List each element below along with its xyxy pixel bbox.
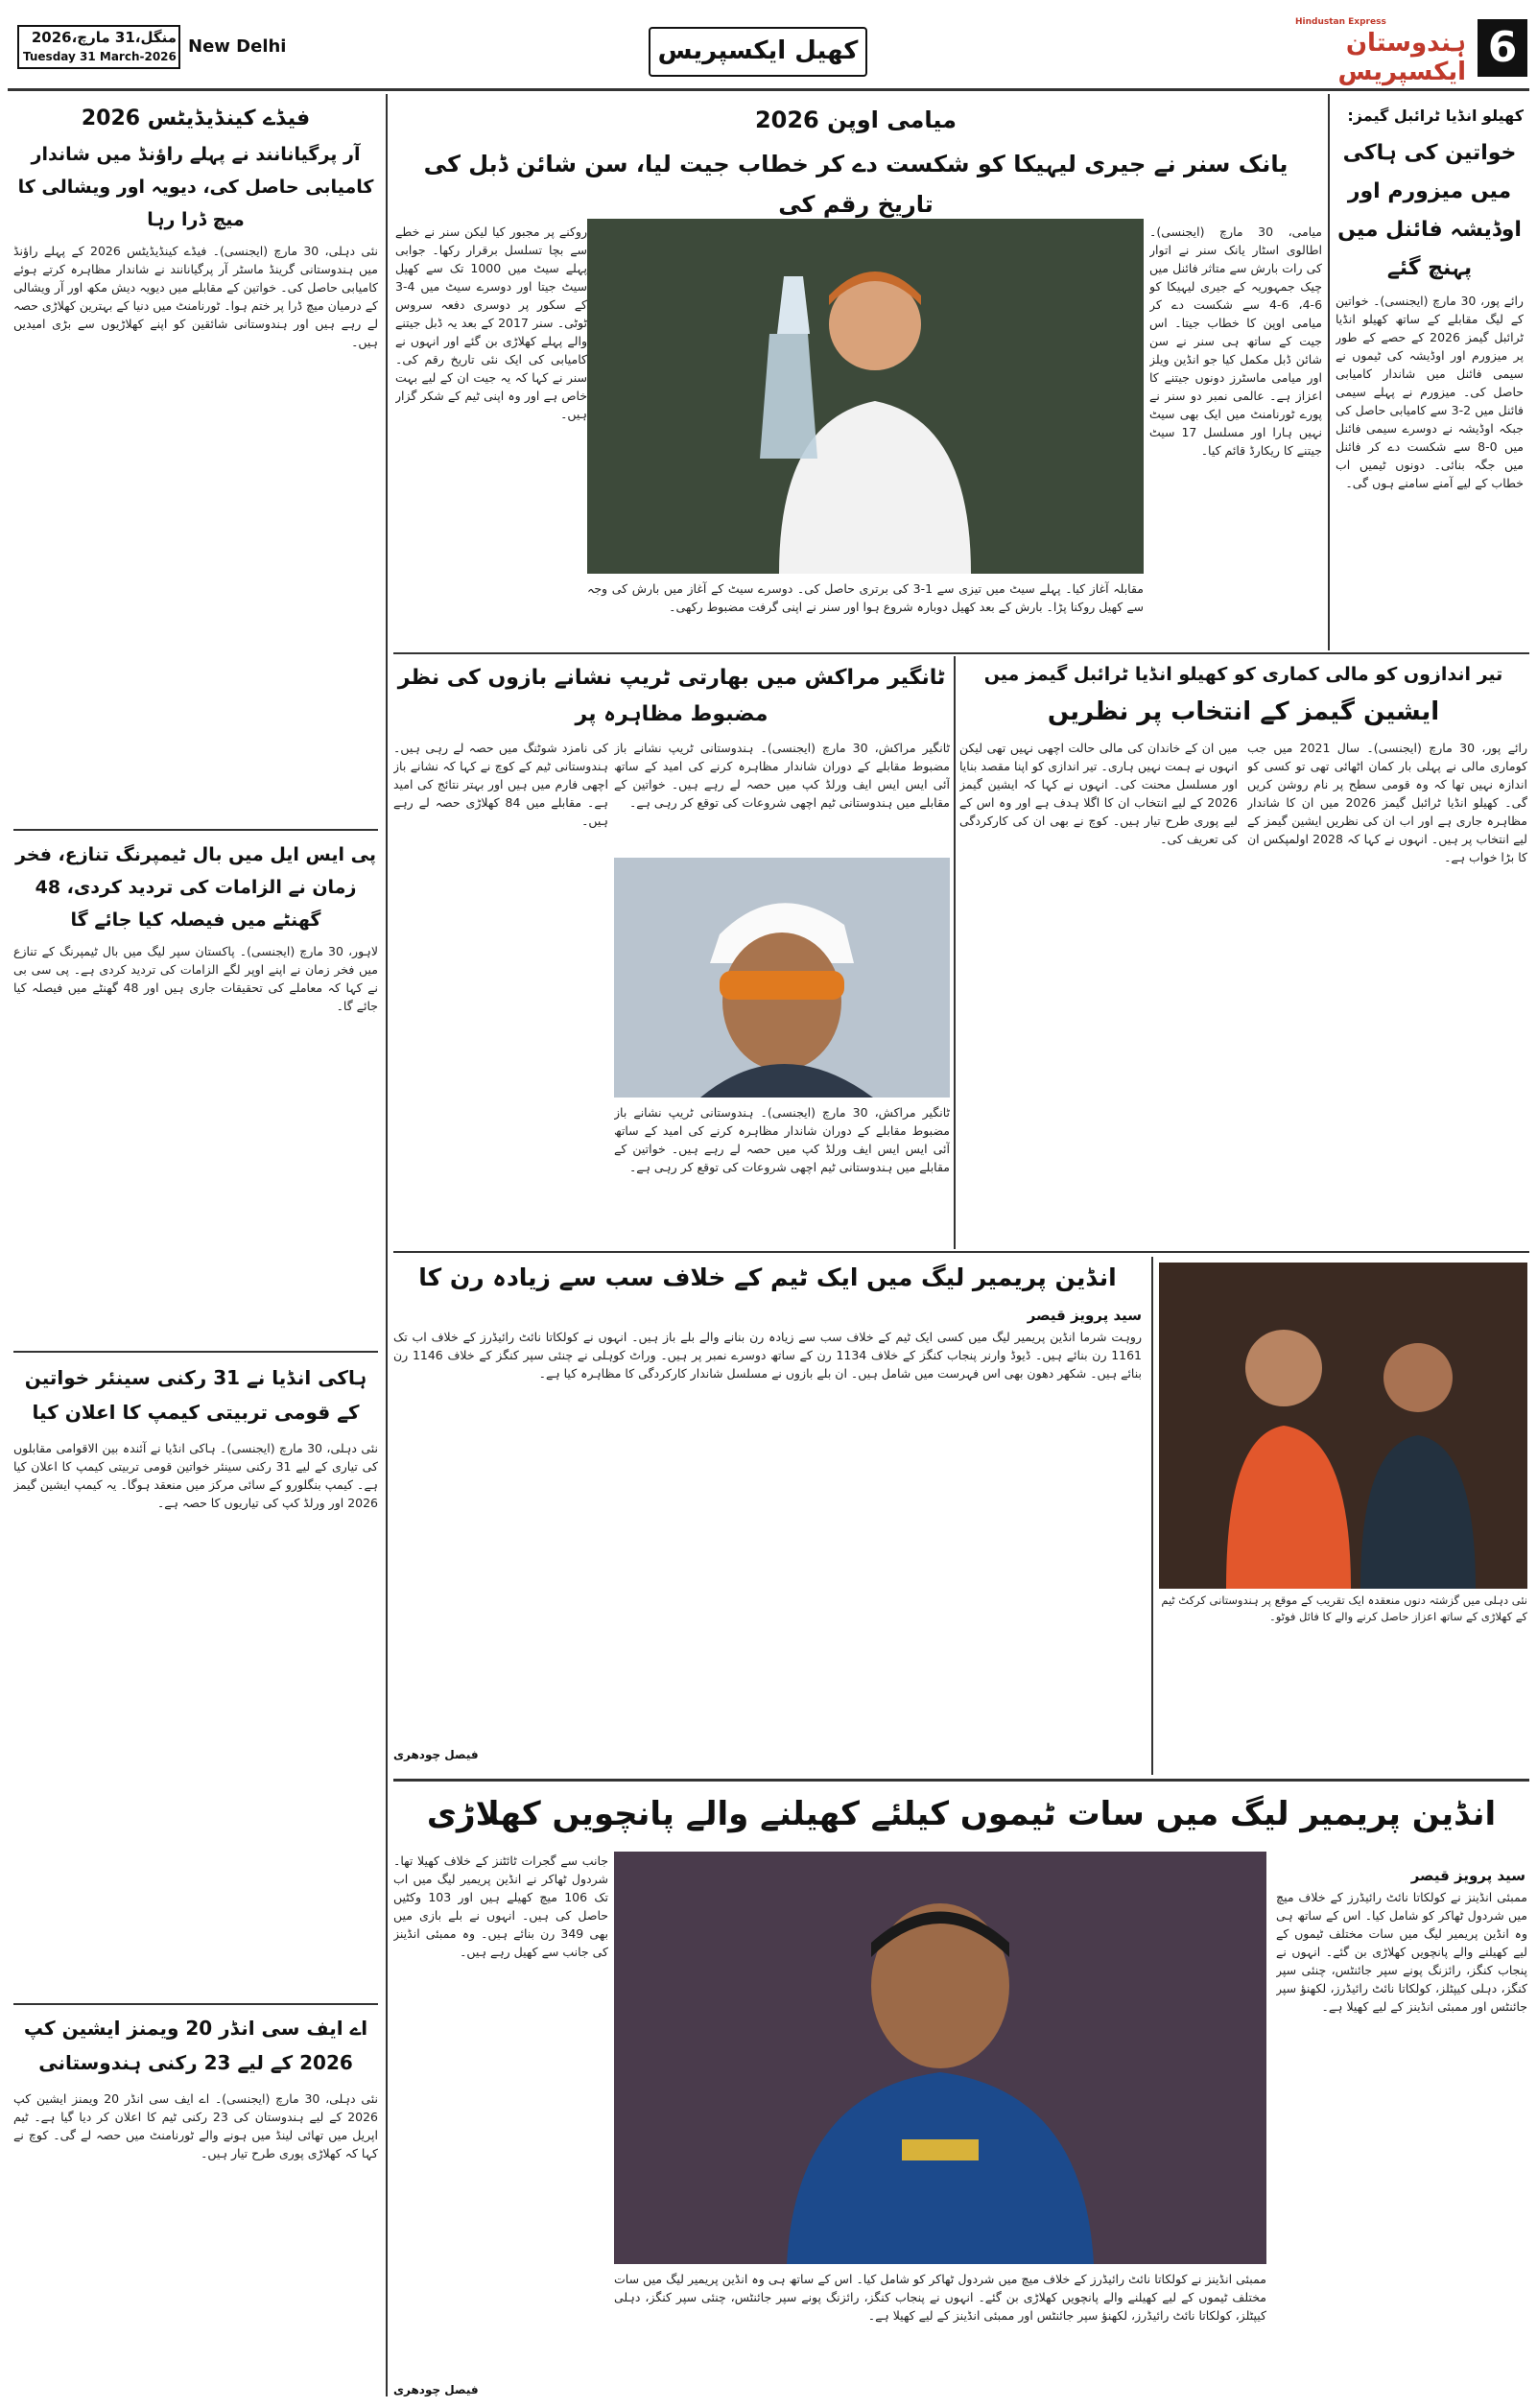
- miami-body-right: میامی، 30 مارچ (ایجنسی)۔ اطالوی اسٹار یانک سنر نے اتوار کی رات بارش سے متاثر فائنل میں چیک جمہوریہ کے جیری لیہیکا کو 6-4، 6-4 سے شکست دے کر میامی اوپن کا خطاب جیتا۔ اس جیت کے ساتھ ہی سنر نے سن شائن ڈبل مکمل کیا جو انڈین ویلز اور میامی ماسٹرز دونوں جیتنے کا اعزاز ہے۔ عالمی نمبر دو سنر نے پورے ٹورنامنٹ میں ایک بھی سیٹ نہیں ہارا اور مسلسل 17 سیٹ جیتنے کا ریکارڈ قائم کیا۔: [1149, 224, 1322, 458]
- trap-body-right: ٹانگیر مراکش، 30 مارچ (ایجنسی)۔ ہندوستانی ٹریپ نشانے باز مضبوط مقابلے کے دوران شاندار مظاہرہ کرنے کی امید کے ساتھ آئی ایس ایس ایف ورلڈ کپ میں حصہ لے رہے ہیں۔ خواتین کے مقابلے میں ہندوستانی ٹیم اچھی شروعات کی توقع کر رہی ہے۔: [614, 741, 950, 810]
- shardul-byline: سید پرویز قیصر: [1410, 1867, 1525, 1884]
- archery-subhead: ایشین گیمز کے انتخاب پر نظریں: [1047, 697, 1440, 726]
- hockey-women-headline: خواتین کی ہاکی میں میزورم اور اوڈیشہ فائنل میں پہنچ گئے: [1337, 141, 1522, 280]
- row1-rule: [393, 652, 1529, 654]
- row2-rule: [393, 1251, 1529, 1253]
- page-number-box: [1478, 19, 1527, 77]
- masthead-rule: [8, 88, 1529, 91]
- award-photo-illustration: [1159, 1263, 1527, 1589]
- ipl-record-photo: [1159, 1263, 1527, 1589]
- hockey-women-body: رائے پور، 30 مارچ (ایجنسی)۔ خواتین کے لیگ مقابلے کے ساتھ کھیلو انڈیا ٹرائبل گیمز 2026 کے حصے کے طور پر میزورم اور اوڈیشہ کی ٹیموں نے سیمی فائنل میں شاندار کامیابی حاصل کی۔ میزورم نے پہلے سیمی فائنل میں 2-3 سے کامیابی حاصل کی جبکہ اوڈیشہ نے دوسرے سیمی فائنل میں 0-8 سے شکست دے کر فائنل میں جگہ بنائی۔ دونوں ٹیمیں اب خطاب کے لیے آمنے سامنے ہوں گی۔: [1336, 294, 1524, 490]
- page-number: 6: [1487, 23, 1518, 72]
- right-column-rule: [1328, 94, 1330, 650]
- paper-name-en: Hindustan Express: [1295, 17, 1386, 27]
- psl-headline: پی ایس ایل میں بال ٹیمپرنگ تنازع، فخر زمان نے الزامات کی تردید کردی، 48 گھنٹے میں فیصلہ کیا جائے گا: [14, 844, 377, 931]
- shardul-body-right: ممبئی انڈینز نے کولکاتا نائٹ رائیڈرز کے خلاف میچ میں شردول ٹھاکر کو شامل کیا۔ اس کے ساتھ ہی وہ انڈین پریمیر لیگ میں سات مختلف ٹیموں کے لیے کھیلنے والے پانچویں کھلاڑی بن گئے۔ انہوں نے پنجاب کنگز، رائزنگ پونے سپر جائنٹس، چنئی سپر کنگز، دہلی کیپٹلز، کولکاتا نائٹ رائیڈرز، لکھنؤ سپر جائنٹس اور ممبئی انڈینز کے لیے کھیلا ہے۔: [1276, 1890, 1527, 2014]
- hockey-women-kicker: کھیلو انڈیا ٹرائبل گیمز:: [1347, 106, 1524, 125]
- ipl-record-rule: [1151, 1257, 1153, 1775]
- miami-photo: [587, 219, 1144, 574]
- afc-headline: اے ایف سی انڈر 20 ویمنز ایشین کپ 2026 کے لیے 23 رکنی ہندوستانی: [23, 2017, 368, 2074]
- miami-body-mid: مقابلہ آغاز کیا۔ پہلے سیٹ میں تیزی سے 1-3 کی برتری حاصل کی۔ دوسرے سیٹ کے آغاز میں بارش کی وجہ سے کھیل روکنا پڑا۔ بارش کے بعد کھیل دوبارہ شروع ہوا اور سنر نے اپنی گرفت مضبوط رکھی۔: [587, 581, 1144, 614]
- shardul-body-left: جانب سے گجرات ٹائٹنز کے خلاف کھیلا تھا۔ شردول ٹھاکر نے انڈین پریمیر لیگ میں اب تک 106 میچ کھیلے ہیں اور 103 وکٹیں حاصل کی ہیں۔ انہوں نے بلے بازی میں بھی 349 رن بنائے ہیں۔ وہ ممبئی انڈینز کی جانب سے کھیل رہے ہیں۔: [393, 1853, 608, 1959]
- city-label: New Delhi: [188, 36, 287, 57]
- psl-body: لاہور، 30 مارچ (ایجنسی)۔ پاکستان سپر لیگ میں بال ٹیمپرنگ کے تنازع میں فخر زمان نے اپنے اوپر لگے الزامات کی تردید کردی ہے۔ پی سی بی نے کہا کہ معاملے کی تحقیقات جاری ہیں اور 48 گھنٹے میں فیصلہ کیا جائے گا۔: [13, 944, 378, 1013]
- mid-row2-rule: [954, 656, 956, 1249]
- hockey-camp-body: نئی دہلی، 30 مارچ (ایجنسی)۔ ہاکی انڈیا نے آئندہ بین الاقوامی مقابلوں کی تیاری کے لیے 31 رکنی سینئر خواتین قومی تربیتی کیمپ کا اعلان کیا ہے۔ کیمپ بنگلورو کے سائی مرکز میں منعقد ہوگا۔ یہ کیمپ ایشین گیمز 2026 اور ورلڈ کپ کی تیاریوں کا حصہ ہے۔: [13, 1441, 378, 1510]
- player-trophy-illustration: [587, 219, 1144, 574]
- section-title: کھیل ایکسپریس: [657, 36, 859, 65]
- hockey-camp-rule: [13, 2003, 378, 2005]
- trap-body-left: کی نامزد شوٹنگ میں حصہ لے رہی ہیں۔ ہندوستانی ٹیم کے کوچ نے کہا کہ نشانے باز اچھی فارم میں ہیں اور بہتر نتائج کی امید ہے۔ مقابلے میں 84 کھلاڑی حصہ لے رہے ہیں۔: [393, 741, 608, 828]
- section-title-box: [649, 27, 867, 77]
- shardul-body-bottom: ممبئی انڈینز نے کولکاتا نائٹ رائیڈرز کے خلاف میچ میں شردول ٹھاکر کو شامل کیا۔ اس کے ساتھ ہی وہ انڈین پریمیر لیگ میں سات مختلف ٹیموں کے لیے کھیلنے والے پانچویں کھلاڑی بن گئے۔ انہوں نے پنجاب کنگز، رائزنگ پونے سپر جائنٹس، چنئی سپر کنگز، دہلی کیپٹلز، کولکاتا نائٹ رائیڈرز، لکھنؤ سپر جائنٹس اور ممبئی انڈینز کے لیے کھیلا ہے۔: [614, 2272, 1266, 2323]
- fide-rule: [13, 829, 378, 831]
- masthead: [0, 0, 1537, 86]
- psl-rule: [13, 1351, 378, 1353]
- miami-headline: یانک سنر نے جیری لیہیکا کو شکست دے کر خطاب جیت لیا، سن شائن ڈبل کی تاریخ رقم کی: [423, 151, 1289, 218]
- fide-headline: فیڈے کینڈیڈیٹس 2026: [81, 106, 311, 130]
- shooter-illustration: [614, 858, 950, 1098]
- ipl-record-headline: انڈین پریمیر لیگ میں ایک ٹیم کے خلاف سب سے زیادہ رن کا: [418, 1263, 1117, 1291]
- row3-rule: [393, 1779, 1529, 1782]
- ipl-record-credit: فیصل چودھری: [393, 1748, 479, 1761]
- paper-name: ہندوستان ایکسپریس: [1337, 29, 1466, 86]
- trap-photo: [614, 858, 950, 1098]
- hockey-camp-headline: ہاکی انڈیا نے 31 رکنی سینئر خواتین کے قومی تربیتی کیمپ کا اعلان کیا: [24, 1366, 367, 1424]
- ipl-record-byline: سید پرویز قیصر: [1027, 1307, 1142, 1324]
- date-urdu: منگل،31 مارچ،2026: [31, 29, 177, 46]
- trap-body-extra: ٹانگیر مراکش، 30 مارچ (ایجنسی)۔ ہندوستانی ٹریپ نشانے باز مضبوط مقابلے کے دوران شاندار مظاہرہ کرنے کی امید کے ساتھ آئی ایس ایس ایف ورلڈ کپ میں حصہ لے رہے ہیں۔ خواتین کے مقابلے میں ہندوستانی ٹیم اچھی شروعات کی توقع کر رہی ہے۔: [614, 1105, 950, 1174]
- shardul-photo: [614, 1852, 1266, 2264]
- fide-body: نئی دہلی، 30 مارچ (ایجنسی)۔ فیڈے کینڈیڈیٹس 2026 کے پہلے راؤنڈ میں ہندوستانی گرینڈ ماسٹر آر پرگیانانند نے شاندار مظاہرہ کرتے ہوئے کامیابی حاصل کی۔ خواتین کے مقابلے میں دیویہ دیش مکھ اور آر ویشالی کے درمیان میچ ڈرا پر ختم ہوا۔ ٹورنامنٹ میں دنیا کے بہترین کھلاڑی حصہ لے رہے ہیں اور ہندوستانی شائقین کو اپنے کھلاڑیوں سے بڑی امیدیں ہیں۔: [13, 244, 378, 349]
- miami-body-left: روکنے پر مجبور کیا لیکن سنر نے خطے سے بچا تسلسل برقرار رکھا۔ جوابی پہلے سیٹ میں 1000 تک سے کھیل سیٹ جیتا اور دوسرے سیٹ میں 4-3 کے سکور پر دوسری دفعہ سروس ٹوٹی۔ سنر 2017 کے بعد یہ ڈبل جیتنے والے پہلے کھلاڑی بن گئے اور انہوں نے کامیابی کی ایک نئی تاریخ رقم کی۔ سنر نے کہا کہ یہ جیت ان کے لیے بہت خاص ہے اور وہ اپنی ٹیم کے شکر گزار ہیں۔: [395, 224, 587, 421]
- shardul-credit: فیصل چودھری: [393, 2383, 479, 2396]
- trap-headline: ٹانگیر مراکش میں بھارتی ٹریپ نشانے بازوں کی نظر مضبوط مظاہرہ پر: [397, 666, 946, 726]
- miami-kicker: میامی اوپن 2026: [754, 106, 958, 133]
- shardul-illustration: [614, 1852, 1266, 2264]
- ipl-record-body: روہت شرما انڈین پریمیر لیگ میں کسی ایک ٹیم کے خلاف سب سے زیادہ رن بنانے والے بلے باز ہیں۔ انہوں نے کولکاتا نائٹ رائیڈرز کے خلاف اب تک 1161 رن بنائے ہیں۔ ڈیوڈ وارنر پنجاب کنگز کے خلاف 1134 رن کے ساتھ دوسرے نمبر پر ہیں۔ وراٹ کوہلی نے چنئی سپر کنگز کے خلاف 1146 رن بنائے ہیں۔ شکھر دھون بھی اس فہرست میں شامل ہیں۔ ان بلے بازوں نے مسلسل شاندار کارکردگی کا مظاہرہ کیا ہے۔: [393, 1330, 1142, 1381]
- left-column-rule: [386, 94, 388, 2396]
- date-english: Tuesday 31 March-2026: [23, 50, 177, 63]
- archery-body-right: رائے پور، 30 مارچ (ایجنسی)۔ سال 2021 میں جب کوماری مالی نے پہلی بار کمان اٹھائی تھی تو کسی کو اندازہ نہیں تھا کہ وہ قومی سطح پر نام روشن کریں گی۔ کھیلو انڈیا ٹرائبل گیمز 2026 میں ان کا شاندار مظاہرہ جاری ہے اور اب ان کی نظریں ایشین گیمز کے لیے انتخاب پر ہیں۔ انہوں نے کہا کہ 2028 اولمپکس ان کا بڑا خواب ہے۔: [1247, 741, 1527, 864]
- archery-headline: تیر اندازوں کو مالی کماری کو کھیلو انڈیا ٹرائبل گیمز میں: [983, 664, 1503, 685]
- shardul-headline: انڈین پریمیر لیگ میں سات ٹیموں کیلئے کھیلنے والے پانچویں کھلاڑی: [426, 1795, 1497, 1833]
- archery-body-left: میں ان کے خاندان کی مالی حالت اچھی نہیں تھی لیکن انہوں نے ہمت نہیں ہاری۔ تیر اندازی کو اپنا مقصد بنایا اور مسلسل محنت کی۔ انہوں نے کہا کہ ایشین گیمز 2026 کے لیے انتخاب ان کا اگلا ہدف ہے اور وہ اس کے لیے پوری طرح تیار ہیں۔ کوچ نے بھی ان کی کارکردگی کی تعریف کی۔: [959, 741, 1238, 846]
- afc-body: نئی دہلی، 30 مارچ (ایجنسی)۔ اے ایف سی انڈر 20 ویمنز ایشین کپ 2026 کے لیے ہندوستان کی 23 رکنی ٹیم کا اعلان کر دیا گیا ہے۔ ٹیم اپریل میں تھائی لینڈ میں ہونے والے ٹورنامنٹ میں حصہ لے گی۔ کوچ نے کہا کہ کھلاڑی پوری طرح تیار ہیں۔: [13, 2091, 378, 2160]
- ipl-record-photo-caption: نئی دہلی میں گزشتہ دنوں منعقدہ ایک تقریب کے موقع پر ہندوستانی کرکٹ ٹیم کے کھلاڑی کے ساتھ اعزاز حاصل کرنے والے کا فائل فوٹو۔: [1159, 1593, 1527, 1736]
- paper-logo: [1295, 17, 1468, 86]
- date-box: [17, 25, 180, 69]
- fide-subhead: آر پرگیانانند نے پہلے راؤنڈ میں شاندار کامیابی حاصل کی، دیویہ اور ویشالی کا میچ ڈرا رہا: [17, 144, 374, 230]
